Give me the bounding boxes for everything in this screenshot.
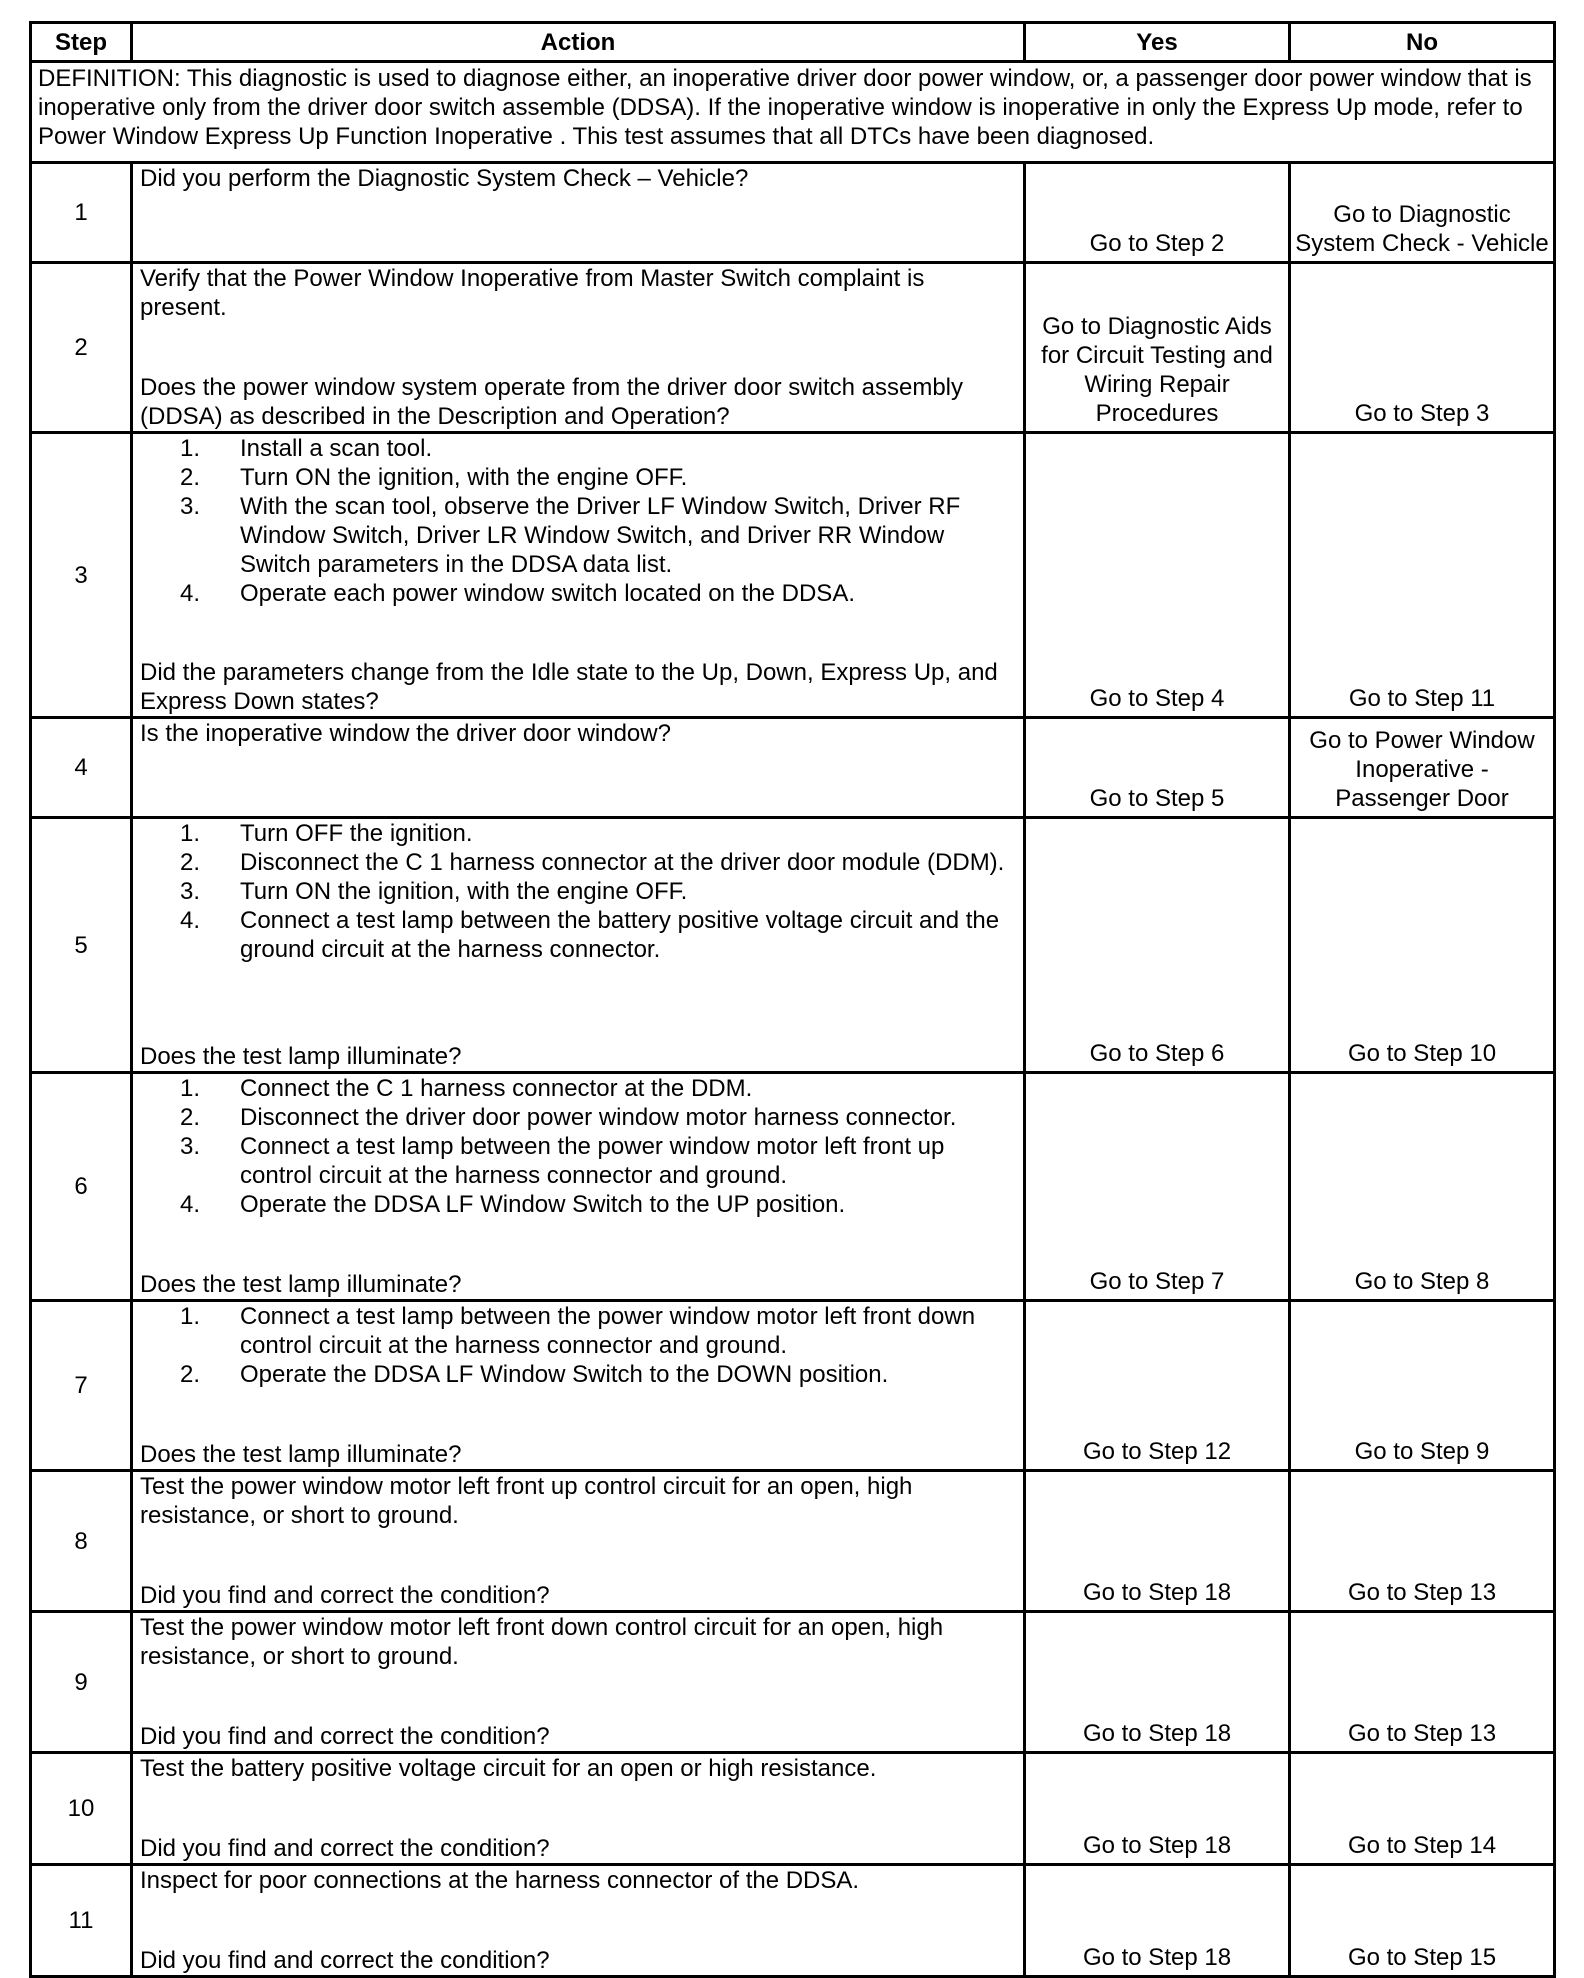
action-question: Does the test lamp illuminate? [140,1441,462,1468]
table-row [31,163,1555,263]
action-question: Does the power window system operate from the driver door switch assembly (DDSA) as described in the Description and Operation? [140,374,964,430]
action-content [140,164,1016,261]
no-result: Go to Step 11 [1290,433,1555,718]
list-item-number: 4. [179,1191,200,1218]
action-top [140,1866,1016,1895]
action-top [140,434,1016,608]
action-content [140,719,1016,816]
action-content [140,1613,1016,1751]
list-item [140,877,1016,906]
action-question: Did you find and correct the condition? [140,1947,550,1974]
action-top [140,164,1016,193]
action-instruction: Test the power window motor left front down control circuit for an open, high resistance, or short to ground. [140,1614,944,1670]
table-row [31,818,1555,1073]
action-question: Did you find and correct the condition? [140,1582,550,1609]
no-result: Go to Step 13 [1290,1471,1555,1612]
list-item-text: Connect a test lamp between the power window motor left front down control circuit at the harness connector and ground. [240,1303,976,1359]
list-item [140,848,1016,877]
list-item [140,1074,1016,1103]
action-top [140,719,1016,748]
action-cell [132,818,1025,1073]
list-item-number: 4. [179,580,200,607]
step-number: 7 [31,1301,132,1471]
no-result: Go to Step 10 [1290,818,1555,1073]
list-item-number: 3. [179,493,200,520]
list-item-text: Turn OFF the ignition. [240,820,473,847]
list-item-text: Disconnect the driver door power window motor harness connector. [240,1104,957,1131]
list-item-number: 3. [179,878,200,905]
list-item-number: 2. [179,849,200,876]
action-question: Did you find and correct the condition? [140,1723,550,1750]
list-item [140,906,1016,964]
action-question: Did you find and correct the condition? [140,1835,550,1862]
action-cell [132,263,1025,433]
procedure-list [140,819,1016,964]
list-item-number: 2. [179,1361,200,1388]
list-item-number: 1. [179,1075,200,1102]
step-number: 10 [31,1753,132,1865]
action-content [140,264,1016,431]
table-row [31,433,1555,718]
procedure-list [140,1302,1016,1389]
list-item [140,1132,1016,1190]
action-cell [132,1865,1025,1977]
list-item-number: 1. [179,820,200,847]
step-number: 9 [31,1612,132,1753]
action-cell [132,433,1025,718]
list-item [140,434,1016,463]
action-top [140,1613,1016,1671]
list-item-text: With the scan tool, observe the Driver LF Window Switch, Driver RF Window Switch, Driver LR Window Switch, and Driver RR Window Switch parameters in the DDSA data list. [240,493,961,578]
yes-result: Go to Step 18 [1025,1471,1290,1612]
definition-text: DEFINITION: This diagnostic is used to diagnose either, an inoperative driver door power window, or, a passenger door power window that is inoperative only from the driver door switch assemble (DDSA). If the inoperative window is inoperative in only the Express Up mode, refer to Power Window Express Up Function Inoperative . This test assumes that all DTCs have been diagnosed. [31,62,1555,163]
yes-result: Go to Step 7 [1025,1073,1290,1301]
list-item [140,579,1016,608]
yes-result: Go to Diagnostic Aids for Circuit Testing and Wiring Repair Procedures [1025,263,1290,433]
no-result: Go to Step 15 [1290,1865,1555,1977]
yes-result: Go to Step 6 [1025,818,1290,1073]
list-item [140,1103,1016,1132]
table-row [31,718,1555,818]
step-number: 1 [31,163,132,263]
action-cell [132,163,1025,263]
action-content [140,1754,1016,1863]
action-top [140,1074,1016,1219]
action-cell [132,1471,1025,1612]
header-yes: Yes [1025,23,1290,62]
yes-result: Go to Step 2 [1025,163,1290,263]
list-item-number: 2. [179,1104,200,1131]
list-item-text: Disconnect the C 1 harness connector at the driver door module (DDM). [240,849,1005,876]
action-cell [132,1753,1025,1865]
list-item-text: Operate the DDSA LF Window Switch to the DOWN position. [240,1361,889,1388]
list-item-number: 3. [179,1133,200,1160]
list-item-number: 4. [179,907,200,934]
action-content [140,1472,1016,1610]
action-top [140,1302,1016,1389]
list-item [140,1360,1016,1389]
table-row [31,1753,1555,1865]
no-result: Go to Step 3 [1290,263,1555,433]
action-content [140,1074,1016,1299]
step-number: 2 [31,263,132,433]
action-instruction: Is the inoperative window the driver door window? [140,720,671,747]
list-item-text: Connect a test lamp between the battery positive voltage circuit and the ground circuit at the harness connector. [240,907,1000,963]
list-item-text: Operate each power window switch located on the DDSA. [240,580,855,607]
action-instruction: Did you perform the Diagnostic System Check – Vehicle? [140,165,749,192]
list-item [140,492,1016,579]
list-item-text: Connect the C 1 harness connector at the DDM. [240,1075,753,1102]
action-instruction: Test the battery positive voltage circuit for an open or high resistance. [140,1755,877,1782]
header-no: No [1290,23,1555,62]
step-number: 3 [31,433,132,718]
table-row [31,1301,1555,1471]
action-content [140,819,1016,1071]
no-result: Go to Step 9 [1290,1301,1555,1471]
list-item-text: Operate the DDSA LF Window Switch to the UP position. [240,1191,846,1218]
procedure-list [140,1074,1016,1219]
action-instruction: Inspect for poor connections at the harness connector of the DDSA. [140,1867,860,1894]
yes-result: Go to Step 4 [1025,433,1290,718]
yes-result: Go to Step 18 [1025,1865,1290,1977]
table-row [31,263,1555,433]
action-instruction: Verify that the Power Window Inoperative from Master Switch complaint is present. [140,265,925,321]
action-question: Did the parameters change from the Idle state to the Up, Down, Express Up, and Express Down states? [140,659,998,715]
list-item-text: Install a scan tool. [240,435,433,462]
no-result: Go to Step 14 [1290,1753,1555,1865]
table-row [31,1865,1555,1977]
list-item-text: Turn ON the ignition, with the engine OFF. [240,878,688,905]
step-number: 6 [31,1073,132,1301]
action-cell [132,1301,1025,1471]
action-top [140,1472,1016,1530]
diagnostic-table [29,21,1556,1978]
header-action: Action [132,23,1025,62]
list-item-text: Connect a test lamp between the power window motor left front up control circuit at the harness connector and ground. [240,1133,945,1189]
header-row [31,23,1555,62]
list-item-number: 1. [179,435,200,462]
action-content [140,434,1016,716]
table-row [31,1612,1555,1753]
table-row [31,1471,1555,1612]
action-question: Does the test lamp illuminate? [140,1043,462,1070]
yes-result: Go to Step 18 [1025,1612,1290,1753]
action-top [140,264,1016,322]
list-item [140,1190,1016,1219]
no-result: Go to Power Window Inoperative - Passenger Door [1290,718,1555,818]
action-top [140,1754,1016,1783]
yes-result: Go to Step 5 [1025,718,1290,818]
list-item [140,463,1016,492]
list-item-text: Turn ON the ignition, with the engine OFF. [240,464,688,491]
action-cell [132,718,1025,818]
step-number: 4 [31,718,132,818]
action-question: Does the test lamp illuminate? [140,1271,462,1298]
list-item [140,819,1016,848]
action-cell [132,1073,1025,1301]
list-item-number: 2. [179,464,200,491]
action-instruction: Test the power window motor left front up control circuit for an open, high resistance, or short to ground. [140,1473,913,1529]
step-number: 8 [31,1471,132,1612]
action-cell [132,1612,1025,1753]
no-result: Go to Diagnostic System Check - Vehicle [1290,163,1555,263]
step-number: 11 [31,1865,132,1977]
no-result: Go to Step 8 [1290,1073,1555,1301]
action-content [140,1866,1016,1975]
yes-result: Go to Step 12 [1025,1301,1290,1471]
header-step: Step [31,23,132,62]
step-number: 5 [31,818,132,1073]
no-result: Go to Step 13 [1290,1612,1555,1753]
yes-result: Go to Step 18 [1025,1753,1290,1865]
definition-row [31,62,1555,163]
action-content [140,1302,1016,1469]
list-item [140,1302,1016,1360]
table-row [31,1073,1555,1301]
procedure-list [140,434,1016,608]
list-item-number: 1. [179,1303,200,1330]
action-top [140,819,1016,964]
